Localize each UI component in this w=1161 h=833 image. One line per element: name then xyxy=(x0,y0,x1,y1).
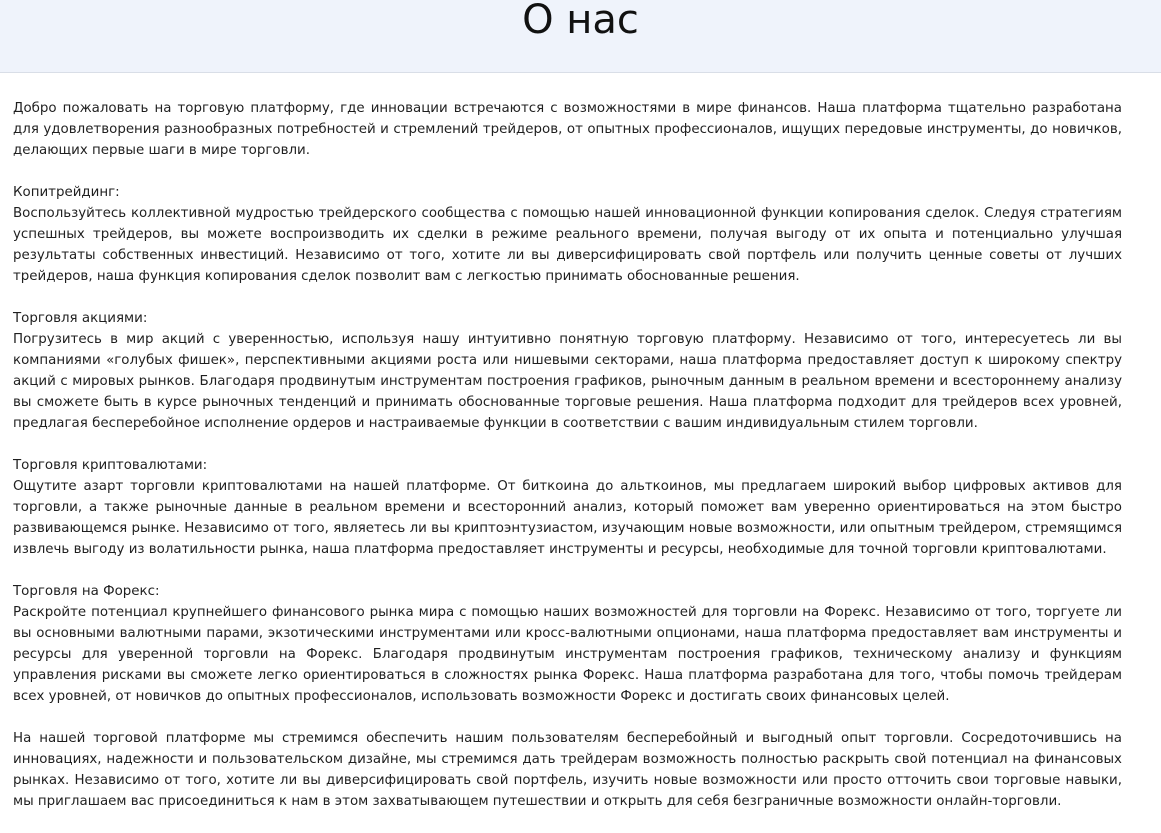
section-text-stocks: Погрузитесь в мир акций с уверенностью, используя нашу интуитивно понятную торговую платформу. Независимо от того, интересуетесь ли вы компаниями «голубых фишек», перспективными акциями роста или нишевыми секторами, наша платформа предоставляет доступ к широкому спектру акций с мировых рынков. Благодаря продвинутым инструментам построения графиков, рыночным данным в реальном времени и всестороннему анализу вы сможете быть в курсе рыночных тенденций и принимать обоснованные торговые решения. Наша платформа подходит для трейдеров всех уровней, предлагая бесперебойное исполнение ордеров и настраиваемые функции в соответствии с вашим индивидуальным стилем торговли. xyxy=(13,332,1122,431)
section-text-crypto: Ощутите азарт торговли криптовалютами на нашей платформе. От биткоина до альткоинов, мы предлагаем широкий выбор цифровых активов для торговли, а также рыночные данные в реальном времени и всесторонний анализ, который поможет вам уверенно ориентироваться на этом быстро развивающемся рынке. Независимо от того, являетесь ли вы криптоэнтузиастом, изучающим новые возможности, или опытным трейдером, стремящимся извлечь выгоду из волатильности рынка, наша платформа предоставляет инструменты и ресурсы, необходимые для точной торговли криптовалютами. xyxy=(13,479,1122,557)
section-stocks xyxy=(13,308,1122,434)
about-content xyxy=(13,98,1122,833)
intro-paragraph: Добро пожаловать на торговую платформу, где инновации встречаются с возможностями в мире финансов. Наша платформа тщательно разработана для удовлетворения разнообразных потребностей и стремлений трейдеров, от опытных профессионалов, ищущих передовые инструменты, до новичков, делающих первые шаги в мире торговли. xyxy=(13,101,1122,158)
section-heading-stocks: Торговля акциями: xyxy=(13,311,148,326)
section-heading-forex: Торговля на Форекс: xyxy=(13,584,160,599)
section-text-forex: Раскройте потенциал крупнейшего финансового рынка мира с помощью наших возможностей для торговли на Форекс. Независимо от того, торгуете ли вы основными валютными парами, экзотическими инструментами или кросс-валютными опционами, наша платформа предоставляет вам инструменты и ресурсы для уверенной торговли на Форекс. Благодаря продвинутым инструментам построения графиков, техническому анализу и функциям управления рисками вы сможете легко ориентироваться в сложностях рынка Форекс. Наша платформа разработана для того, чтобы помочь трейдерам всех уровней, от новичков до опытных профессионалов, использовать возможности Форекс и достигать своих финансовых целей. xyxy=(13,605,1122,704)
page-title: О нас xyxy=(522,0,639,43)
page-header xyxy=(0,0,1161,73)
section-text-copytrading: Воспользуйтесь коллективной мудростью трейдерского сообщества с помощью нашей инновационной функции копирования сделок. Следуя стратегиям успешных трейдеров, вы можете воспроизводить их сделки в режиме реального времени, получая выгоду от их опыта и потенциально улучшая результаты собственных инвестиций. Независимо от того, хотите ли вы диверсифицировать свой портфель или получить ценные советы от лучших трейдеров, наша функция копирования сделок позволит вам с легкостью принимать обоснованные решения. xyxy=(13,206,1122,284)
section-heading-copytrading: Копитрейдинг: xyxy=(13,185,120,200)
closing-paragraph: На нашей торговой платформе мы стремимся обеспечить нашим пользователям бесперебойный и выгодный опыт торговли. Сосредоточившись на инновациях, надежности и пользовательском дизайне, мы стремимся дать трейдерам возможность полностью раскрыть свой потенциал на финансовых рынках. Независимо от того, хотите ли вы диверсифицировать свой портфель, изучить новые возможности или просто отточить свои торговые навыки, мы приглашаем вас присоединиться к нам в этом захватывающем путешествии и открыть для себя безграничные возможности онлайн-торговли. xyxy=(13,731,1122,809)
section-crypto xyxy=(13,455,1122,560)
section-forex xyxy=(13,581,1122,707)
section-copytrading xyxy=(13,182,1122,287)
section-heading-crypto: Торговля криптовалютами: xyxy=(13,458,208,473)
